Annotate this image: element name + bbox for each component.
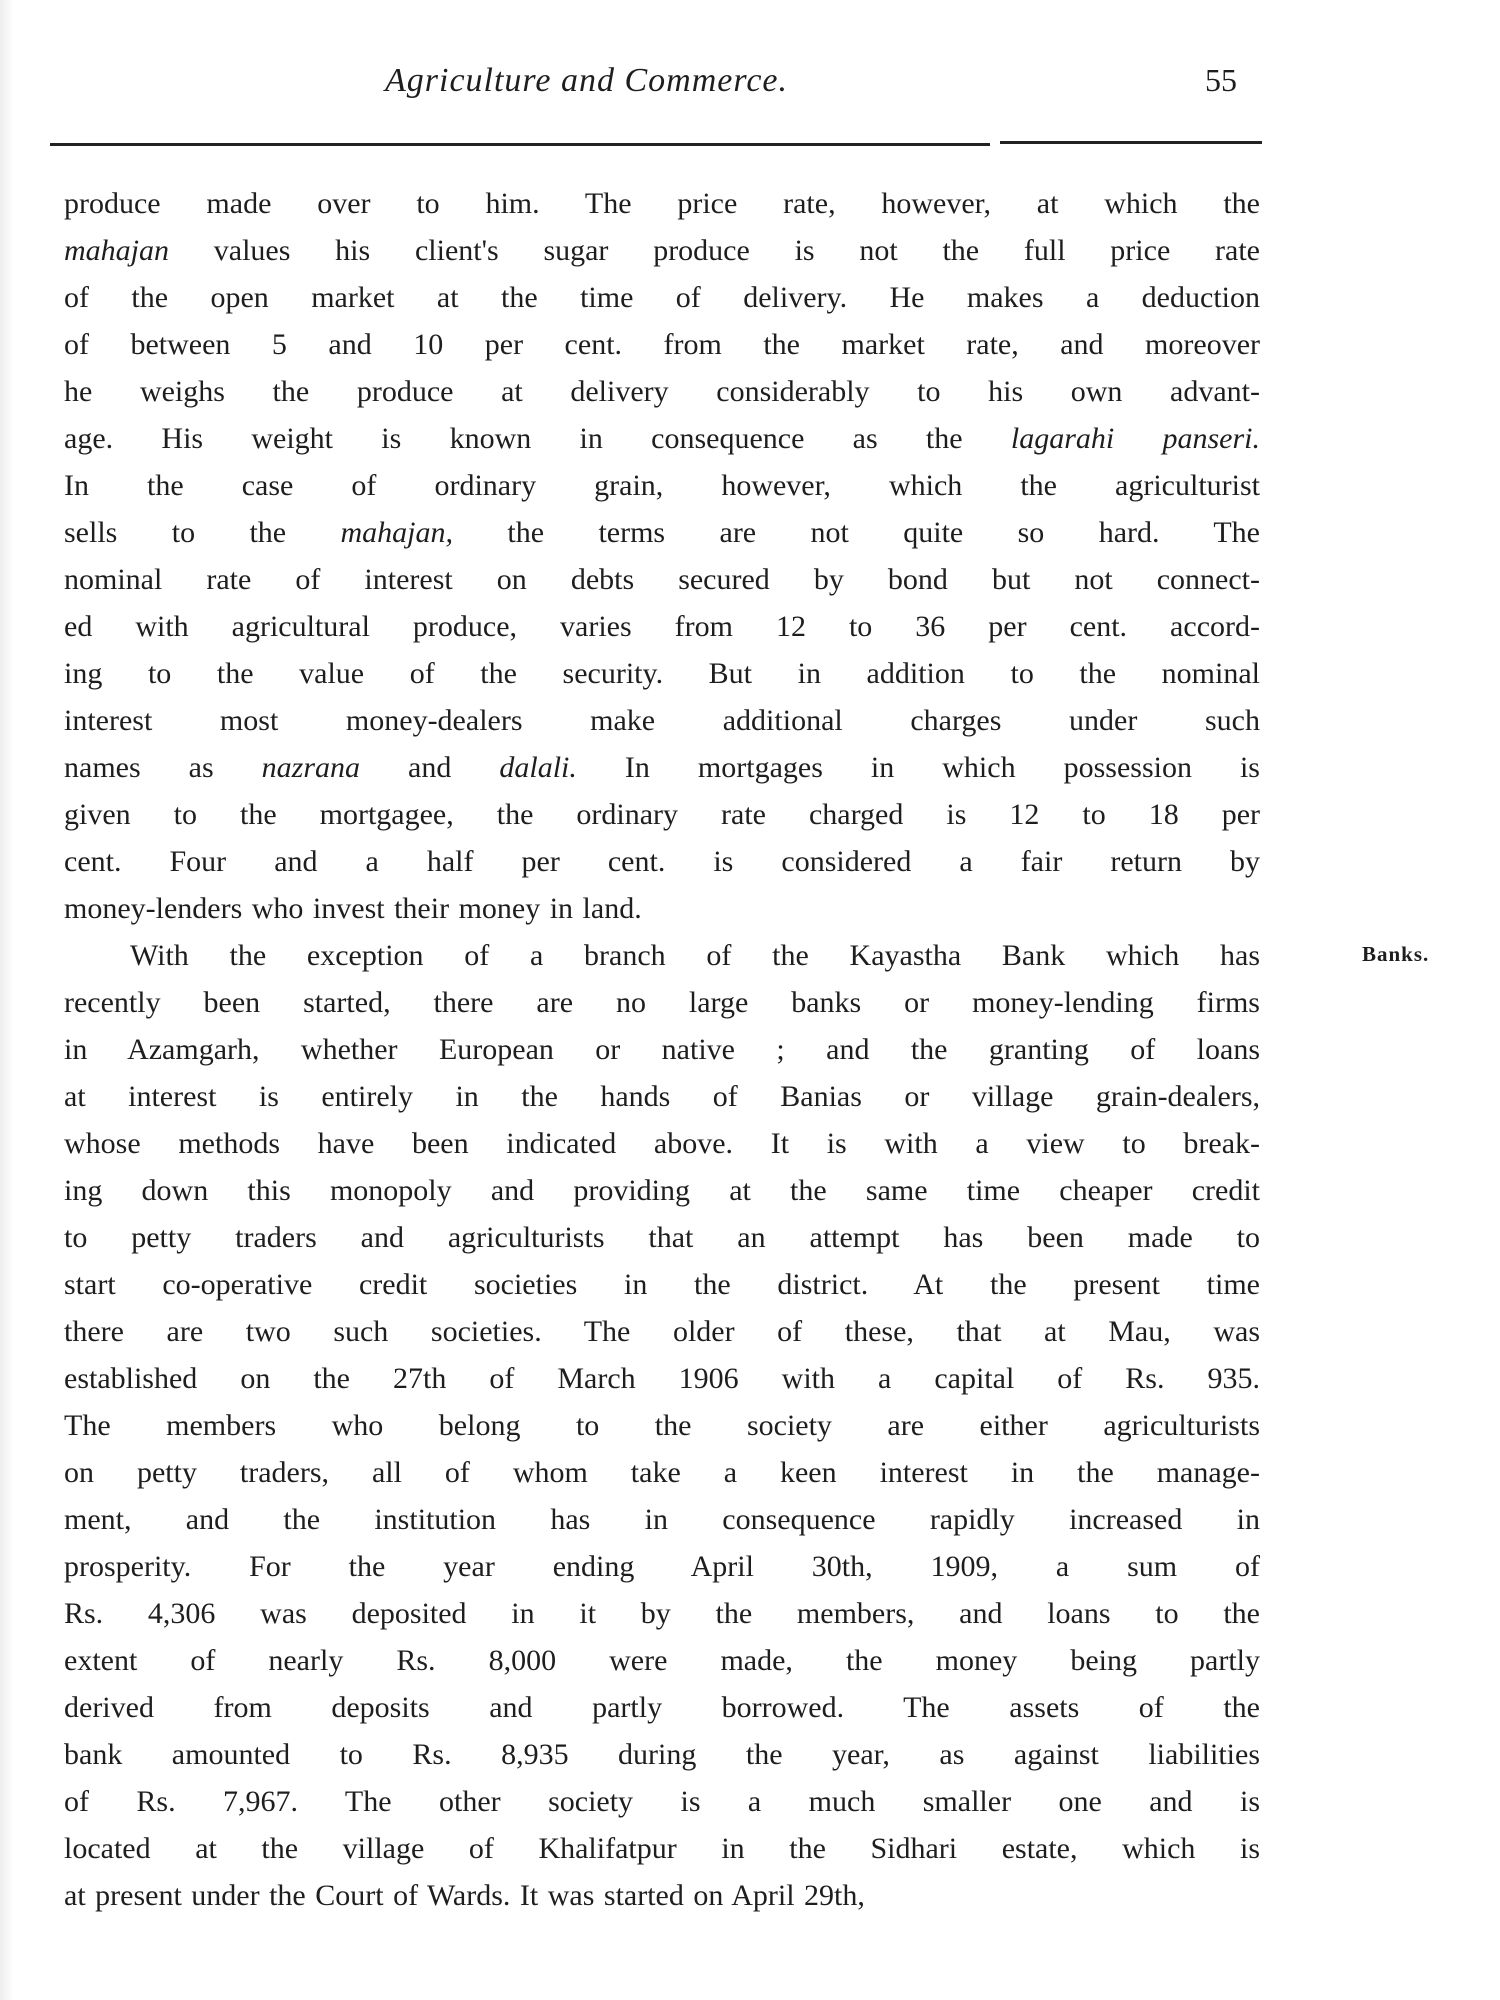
text-segment: ed with agricultural produce, varies from 12 to 36 per cent. accord-: [64, 610, 1260, 643]
text-line: [64, 1778, 1260, 1825]
text-line: [64, 697, 1260, 744]
text-line: [64, 462, 1260, 509]
text-segment: With the exception of a branch of the Kayastha Bank which has: [130, 939, 1260, 972]
text-line: [64, 368, 1260, 415]
text-line: [64, 885, 1260, 932]
text-segment: bank amounted to Rs. 8,935 during the year, as against liabilities: [64, 1738, 1260, 1771]
text-line: [64, 1308, 1260, 1355]
text-segment: the terms are not quite so hard. The: [453, 516, 1260, 549]
text-line: [64, 1214, 1260, 1261]
text-line: [64, 556, 1260, 603]
running-title: Agriculture and Commerce.: [385, 62, 789, 99]
text-segment: derived from deposits and partly borrowed. The assets of the: [64, 1691, 1260, 1724]
text-line: [64, 1543, 1260, 1590]
text-segment: there are two such societies. The older of these, that at Mau, was: [64, 1315, 1260, 1348]
text-line: [64, 1731, 1260, 1778]
text-line: [64, 1449, 1260, 1496]
body-text: [64, 180, 1260, 1919]
text-segment: money-lenders who invest their money in land.: [64, 892, 642, 925]
text-segment: cent. Four and a half per cent. is considered a fair return by: [64, 845, 1260, 878]
margin-note-banks: Banks.: [1362, 942, 1430, 966]
text-segment: on petty traders, all of whom take a keen interest in the manage-: [64, 1456, 1260, 1489]
text-segment: of Rs. 7,967. The other society is a much smaller one and is: [64, 1785, 1260, 1818]
header-rule-right: [1000, 141, 1262, 144]
text-line: [64, 1825, 1260, 1872]
text-line: [64, 650, 1260, 697]
page-header: [0, 62, 1500, 112]
italic-term: dalali.: [499, 751, 577, 784]
text-segment: recently been started, there are no large banks or money-lending firms: [64, 986, 1260, 1019]
text-line: [64, 1261, 1260, 1308]
text-segment: and: [360, 751, 500, 784]
text-segment: prosperity. For the year ending April 30th, 1909, a sum of: [64, 1550, 1260, 1583]
italic-term: mahajan,: [340, 516, 454, 549]
text-line: [64, 415, 1260, 462]
italic-term: nazrana: [261, 751, 361, 784]
text-line: [64, 1872, 1260, 1919]
text-line: [64, 1402, 1260, 1449]
text-segment: age. His weight is known in consequence as the: [64, 422, 1011, 455]
text-segment: whose methods have been indicated above. It is with a view to break-: [64, 1127, 1260, 1160]
text-segment: extent of nearly Rs. 8,000 were made, the money being partly: [64, 1644, 1260, 1677]
text-segment: The members who belong to the society are either agriculturists: [64, 1409, 1260, 1442]
text-segment: of the open market at the time of delivery. He makes a deduction: [64, 281, 1260, 314]
page-edge-shadow: [0, 0, 14, 2000]
text-segment: values his client's sugar produce is not the full price rate: [169, 234, 1260, 267]
text-segment: established on the 27th of March 1906 with a capital of Rs. 935.: [64, 1362, 1260, 1395]
text-line: [64, 227, 1260, 274]
text-line: [64, 274, 1260, 321]
text-line: [64, 838, 1260, 885]
text-line: [64, 1167, 1260, 1214]
text-line: [64, 1684, 1260, 1731]
text-segment: nominal rate of interest on debts secured by bond but not connect-: [64, 563, 1260, 596]
italic-term: mahajan: [64, 234, 169, 267]
text-segment: ing down this monopoly and providing at the same time cheaper credit: [64, 1174, 1260, 1207]
header-rule: [50, 143, 990, 146]
text-line: [64, 791, 1260, 838]
text-line: [64, 321, 1260, 368]
text-line: [64, 603, 1260, 650]
text-line: [64, 1637, 1260, 1684]
text-segment: produce made over to him. The price rate, however, at which the: [64, 187, 1260, 220]
text-segment: at present under the Court of Wards. It was started on April 29th,: [64, 1879, 865, 1912]
text-line: [64, 509, 1260, 556]
text-line: [64, 180, 1260, 227]
page-number: 55: [1205, 62, 1237, 98]
text-segment: In mortgages in which possession is: [576, 751, 1260, 784]
text-line: [64, 744, 1260, 791]
text-segment: ing to the value of the security. But in addition to the nominal: [64, 657, 1260, 690]
text-segment: ment, and the institution has in consequence rapidly increased in: [64, 1503, 1260, 1536]
text-segment: of between 5 and 10 per cent. from the market rate, and moreover: [64, 328, 1260, 361]
text-segment: names as: [64, 751, 262, 784]
text-line: [64, 1073, 1260, 1120]
text-segment: at interest is entirely in the hands of Banias or village grain-dealers,: [64, 1080, 1260, 1113]
text-segment: interest most money-dealers make additional charges under such: [64, 704, 1260, 737]
text-segment: given to the mortgagee, the ordinary rate charged is 12 to 18 per: [64, 798, 1260, 831]
text-segment: sells to the: [64, 516, 341, 549]
text-line: [64, 1590, 1260, 1637]
text-line: [64, 979, 1260, 1026]
text-segment: start co-operative credit societies in the district. At the present time: [64, 1268, 1260, 1301]
text-line: [64, 1496, 1260, 1543]
text-segment: he weighs the produce at delivery considerably to his own advant-: [64, 375, 1260, 408]
text-segment: In the case of ordinary grain, however, which the agriculturist: [64, 469, 1260, 502]
text-segment: located at the village of Khalifatpur in the Sidhari estate, which is: [64, 1832, 1260, 1865]
text-segment: to petty traders and agriculturists that an attempt has been made to: [64, 1221, 1260, 1254]
italic-term: lagarahi panseri.: [1010, 422, 1260, 455]
text-segment: in Azamgarh, whether European or native ; and the granting of loans: [64, 1033, 1260, 1066]
text-line: [64, 1355, 1260, 1402]
text-line: [64, 932, 1260, 979]
text-segment: Rs. 4,306 was deposited in it by the members, and loans to the: [64, 1597, 1260, 1630]
text-line: [64, 1026, 1260, 1073]
text-line: [64, 1120, 1260, 1167]
